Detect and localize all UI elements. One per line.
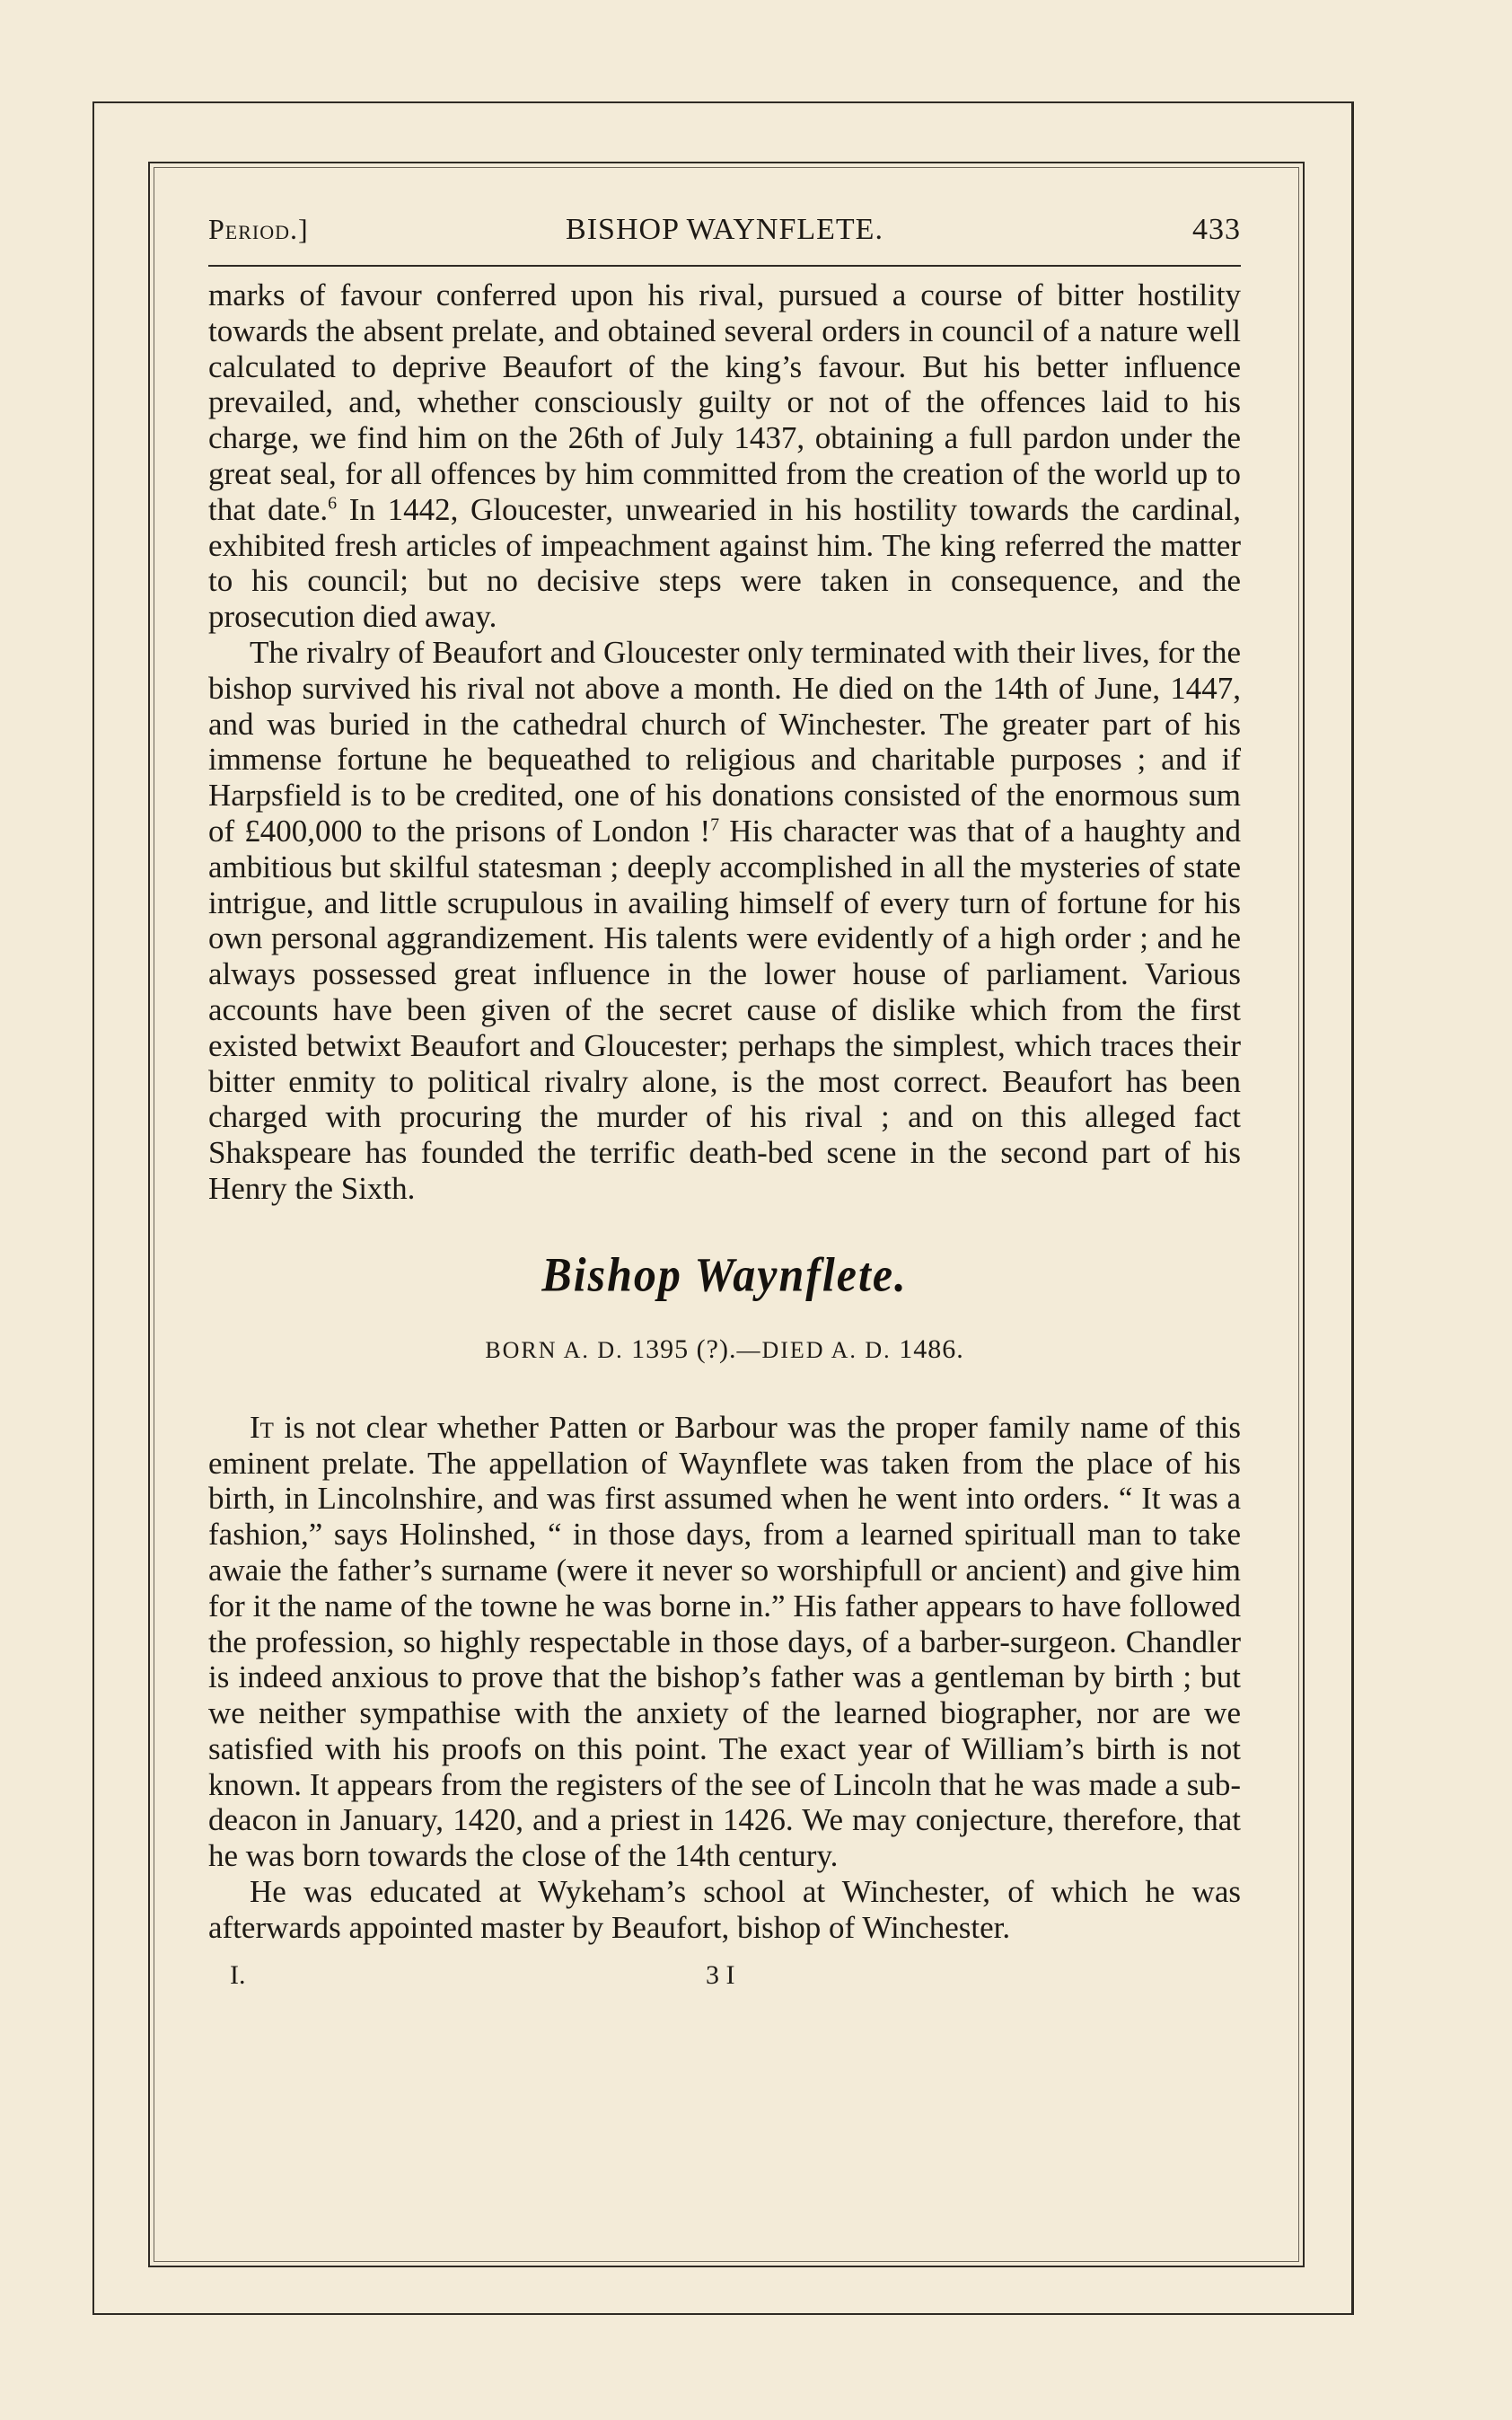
footnote-marker-7: 7 — [710, 814, 720, 835]
died-year: 1486. — [899, 1333, 964, 1364]
dates-line — [208, 1334, 1241, 1365]
running-head — [208, 202, 1241, 256]
running-head-section: Period.] — [208, 213, 309, 245]
born-label: BORN A. D. — [485, 1336, 624, 1363]
volume-number: I. — [230, 1959, 246, 1990]
born-year: 1395 (?). — [631, 1333, 737, 1364]
waynflete-heading — [208, 1248, 1241, 1365]
section-title: Bishop Waynflete. — [541, 1246, 908, 1301]
page-number: 433 — [1192, 213, 1241, 246]
signature-mark: 3 I — [706, 1959, 735, 1990]
book-page — [208, 202, 1241, 1998]
beaufort-para2-text-b: His character was that of a haughty and ambitious but skilful statesman ; deeply accomplished in all the mysteries of state intrigue, and little scrupulous in availing himself of every turn of fortune for his own personal aggrandizement. His talents were evidently of a high order ; and he always possessed great influence in the lower house of parliament. Various accounts have been given of the secret cause of dislike which from the first existed betwixt Beaufort and Gloucester; perhaps the simplest, which traces their bitter enmity to political rivalry alone, is the most correct. Beaufort has been charged with procuring the murder of his rival ; and on this alleged fact Shakspeare has founded the terrific death-bed scene in the second part of his Henry the Sixth. — [208, 813, 1241, 1206]
dates-dash: — — [736, 1336, 762, 1363]
page-footer — [208, 1953, 1241, 1998]
opening-word: It — [250, 1409, 274, 1445]
beaufort-para1-text-a: marks of favour conferred upon his rival, pursued a course of bitter hostility towards the absent prelate, and obtained several orders in council of a nature well calculated to deprive Beaufort of the king’s favour. But his better influence prevailed, and, whether consciously guilty or not of the offences laid to his charge, we find him on the 26th of July 1437, obtaining a full pardon under the great seal, for all offences by him committed from the creation of the world up to that date. — [208, 277, 1241, 527]
beaufort-paragraph-1 — [208, 277, 1241, 635]
died-label: DIED A. D. — [761, 1336, 892, 1363]
waynflete-text — [208, 1410, 1241, 1946]
running-head-title: BISHOP WAYNFLETE. — [566, 213, 883, 246]
beaufort-text — [208, 277, 1241, 1207]
beaufort-para1-text-b: In 1442, Gloucester, unwearied in his hostility towards the cardinal, exhibited fresh articles of impeachment against him. The king referred the matter to his council; but no decisive steps were taken in consequence, and the prosecution died away. — [208, 491, 1241, 635]
beaufort-para2-text-a: The rivalry of Beaufort and Gloucester only terminated with their lives, for the bishop survived his rival not above a month. He died on the 14th of June, 1447, and was buried in the cathedral church of Winchester. The greater part of his immense fortune he bequeathed to religious and charitable purposes ; and if Harpsfield is to be credited, one of his donations consisted of the enormous sum of £400,000 to the prisons of London ! — [208, 634, 1241, 849]
head-rule — [208, 265, 1241, 267]
beaufort-paragraph-2 — [208, 635, 1241, 1207]
footnote-marker-6: 6 — [328, 493, 338, 514]
waynflete-paragraph-2: He was educated at Wykeham’s school at Winchester, of which he was afterwards appointed master by Beaufort, bishop of Winchester. — [208, 1874, 1241, 1945]
waynflete-paragraph-1 — [208, 1410, 1241, 1874]
waynflete-para1-text: is not clear whether Patten or Barbour was the proper family name of this eminent prelate. The appellation of Waynflete was taken from the place of his birth, in Lincolnshire, and was first assumed when he went into orders. “ It was a fashion,” says Holinshed, “ in those days, from a learned spirituall man to take awaie the father’s surname (were it never so worshipfull or ancient) and give him for it the name of the towne he was borne in.” His father appears to have followed the profession, so highly respectable in those days, of a barber-surgeon. Chandler is indeed anxious to prove that the bishop’s father was a gentleman by birth ; but we neither sympathise with the anxiety of the learned biographer, nor are we satisfied with his proofs on this point. The exact year of William’s birth is not known. It appears from the registers of the see of Lincoln that he was made a sub-deacon in January, 1420, and a priest in 1426. We may conjecture, therefore, that he was born towards the close of the 14th century. — [208, 1409, 1241, 1874]
